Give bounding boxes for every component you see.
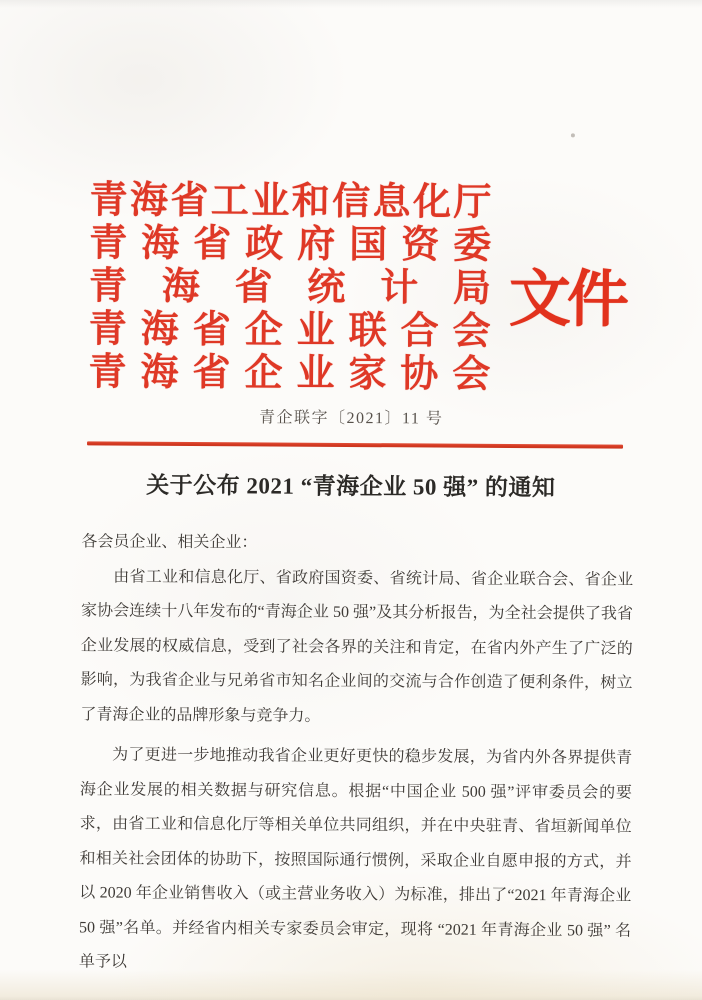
org-name-line-5: 青 海 省 企 业 家 协 会 [88, 351, 491, 396]
file-label: 文件 [508, 265, 626, 335]
org-name-line-2: 青 海 省 政 府 国 资 委 [89, 222, 492, 267]
document-title: 关于公布 2021 “青海企业 50 强” 的通知 [146, 472, 556, 501]
letterhead [88, 174, 492, 396]
document-number: 青企联字〔2021〕11 号 [258, 409, 444, 428]
paragraph-2: 为了更进一步地推动我省企业更好更快的稳步发展，为省内外各界提供青海企业发展的相关数据与研究信息。根据“中国企业 500 强”评审委员会的要求，由省工业和信息化厅等相关单位共同组织，并在中央驻青、省垣新闻单位和相关社会团体的协助下，按照国际通行惯例，采取企业自愿申报的方式，并以 2020 年企业销售收入（或主营业务收入）为标准，排出了“2021 年青海企业 50 强”名单。并经省内相关专家委员会审定，现将 “2021 年青海企业 50 强” 名单予以 [78, 746, 633, 971]
document-body [79, 525, 634, 983]
salutation: 各会员企业、相关企业： [81, 533, 258, 552]
org-name-line-4: 青 海 省 企 业 联 合 会 [88, 308, 491, 353]
org-name-line-1: 青 海 省 工 业 和 信 息 化 厅 [89, 179, 492, 224]
org-name-line-3: 青 海 省 统 计 局 [88, 265, 492, 310]
paragraph-1: 由省工业和信息化厅、省政府国资委、省统计局、省企业联合会、省企业家协会连续十八年发布的“青海企业 50 强”及其分析报告，为全社会提供了我省企业发展的权威信息，受到了社会各界的关注和肯定，在省内外产生了广泛的影响，为我省企业与兄弟省市知名企业间的交流与合作创造了便利条件，树立了青海企业的品牌形象与竞争力。 [80, 568, 634, 725]
red-divider-line [87, 441, 623, 448]
scan-speck [571, 133, 575, 137]
